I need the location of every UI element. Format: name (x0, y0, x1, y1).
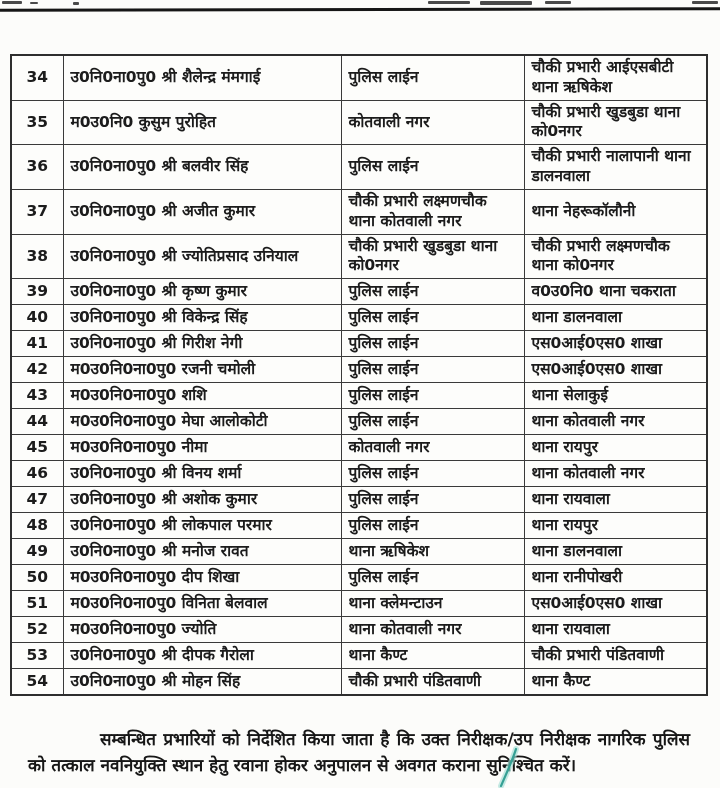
present-posting-cell: चौकी प्रभारी पंडितवाणी (341, 669, 524, 695)
present-posting-cell: पुलिस लाईन (341, 357, 524, 383)
table-row (11, 461, 707, 487)
serial-number-cell: 50 (11, 565, 63, 591)
serial-number-cell: 48 (11, 513, 63, 539)
transfer-table (10, 54, 708, 696)
new-posting-cell: थाना सेलाकुई (524, 383, 707, 409)
table-row (11, 234, 707, 279)
serial-number-cell: 37 (11, 189, 63, 234)
new-posting-cell: थाना रायपुर (524, 435, 707, 461)
present-posting-cell: पुलिस लाईन (341, 305, 524, 331)
serial-number-cell: 40 (11, 305, 63, 331)
scan-artifact (480, 1, 532, 5)
scan-artifact (692, 1, 718, 4)
present-posting-cell: चौकी प्रभारी खुडबुडा थाना को0नगर (341, 234, 524, 279)
table-row (11, 617, 707, 643)
present-posting-cell: पुलिस लाईन (341, 409, 524, 435)
present-posting-cell: पुलिस लाईन (341, 513, 524, 539)
rank-name-cell: म0उ0नि0ना0पु0 शशि (63, 383, 341, 409)
table-row (11, 669, 707, 695)
new-posting-cell: चौकी प्रभारी लक्ष्मणचौक थाना को0नगर (524, 234, 707, 279)
new-posting-cell: थाना रायपुर (524, 513, 707, 539)
serial-number-cell: 38 (11, 234, 63, 279)
scan-artifact (428, 1, 470, 4)
new-posting-cell: थाना रानीपोखरी (524, 565, 707, 591)
rank-name-cell: उ0नि0ना0पु0 श्री ज्योतिप्रसाद उनियाल (63, 234, 341, 279)
present-posting-cell: पुलिस लाईन (341, 55, 524, 100)
present-posting-cell: पुलिस लाईन (341, 331, 524, 357)
table-row (11, 55, 707, 100)
present-posting-cell: कोतवाली नगर (341, 435, 524, 461)
new-posting-cell: थाना कोतवाली नगर (524, 461, 707, 487)
present-posting-cell: पुलिस लाईन (341, 565, 524, 591)
serial-number-cell: 54 (11, 669, 63, 695)
rank-name-cell: म0उ0नि0 कुसुम पुरोहित (63, 100, 341, 145)
serial-number-cell: 44 (11, 409, 63, 435)
new-posting-cell: एस0आई0एस0 शाखा (524, 331, 707, 357)
serial-number-cell: 35 (11, 100, 63, 145)
serial-number-cell: 51 (11, 591, 63, 617)
rank-name-cell: म0उ0नि0ना0पु0 विनिता बेलवाल (63, 591, 341, 617)
serial-number-cell: 41 (11, 331, 63, 357)
rank-name-cell: उ0नि0ना0पु0 श्री शैलेन्द्र मंमगाई (63, 55, 341, 100)
serial-number-cell: 42 (11, 357, 63, 383)
rank-name-cell: म0उ0नि0ना0पु0 दीप शिखा (63, 565, 341, 591)
table-row (11, 435, 707, 461)
table-row (11, 305, 707, 331)
present-posting-cell: कोतवाली नगर (341, 100, 524, 145)
rank-name-cell: म0उ0नि0ना0पु0 ज्योति (63, 617, 341, 643)
table-row (11, 487, 707, 513)
scan-artifact (30, 2, 38, 4)
serial-number-cell: 49 (11, 539, 63, 565)
table-row (11, 409, 707, 435)
table-row (11, 357, 707, 383)
table-row (11, 513, 707, 539)
serial-number-cell: 52 (11, 617, 63, 643)
present-posting-cell: पुलिस लाईन (341, 461, 524, 487)
transfer-table-body (11, 55, 707, 695)
serial-number-cell: 45 (11, 435, 63, 461)
rank-name-cell: उ0नि0ना0पु0 श्री अजीत कुमार (63, 189, 341, 234)
table-row (11, 189, 707, 234)
new-posting-cell: थाना कोतवाली नगर (524, 409, 707, 435)
table-row (11, 331, 707, 357)
new-posting-cell: थाना रायवाला (524, 487, 707, 513)
rank-name-cell: म0उ0नि0ना0पु0 नीमा (63, 435, 341, 461)
table-row (11, 100, 707, 145)
serial-number-cell: 53 (11, 643, 63, 669)
present-posting-cell: पुलिस लाईन (341, 487, 524, 513)
serial-number-cell: 47 (11, 487, 63, 513)
present-posting-cell: पुलिस लाईन (341, 279, 524, 305)
new-posting-cell: चौकी प्रभारी खुडबुडा थाना को0नगर (524, 100, 707, 145)
serial-number-cell: 43 (11, 383, 63, 409)
rank-name-cell: उ0नि0ना0पु0 श्री लोकपाल परमार (63, 513, 341, 539)
new-posting-cell: चौकी प्रभारी पंडितवाणी (524, 643, 707, 669)
present-posting-cell: पुलिस लाईन (341, 383, 524, 409)
present-posting-cell: पुलिस लाईन (341, 145, 524, 190)
rank-name-cell: उ0नि0ना0पु0 श्री विनय शर्मा (63, 461, 341, 487)
new-posting-cell: थाना डालनवाला (524, 539, 707, 565)
rank-name-cell: उ0नि0ना0पु0 श्री मनोज रावत (63, 539, 341, 565)
present-posting-cell: चौकी प्रभारी लक्ष्मणचौक थाना कोतवाली नगर (341, 189, 524, 234)
scan-artifact (2, 1, 22, 4)
serial-number-cell: 36 (11, 145, 63, 190)
rank-name-cell: उ0नि0ना0पु0 श्री मोहन सिंह (63, 669, 341, 695)
table-row (11, 565, 707, 591)
table-row (11, 643, 707, 669)
table-row (11, 145, 707, 190)
rank-name-cell: उ0नि0ना0पु0 श्री विकेन्द्र सिंह (63, 305, 341, 331)
rank-name-cell: उ0नि0ना0पु0 श्री अशोक कुमार (63, 487, 341, 513)
table-row (11, 383, 707, 409)
rank-name-cell: उ0नि0ना0पु0 श्री दीपक गैरोला (63, 643, 341, 669)
new-posting-cell: एस0आई0एस0 शाखा (524, 357, 707, 383)
present-posting-cell: थाना कोतवाली नगर (341, 617, 524, 643)
present-posting-cell: थाना कैण्ट (341, 643, 524, 669)
serial-number-cell: 34 (11, 55, 63, 100)
new-posting-cell: थाना रायवाला (524, 617, 707, 643)
scan-edge-line (0, 7, 720, 12)
table-row (11, 279, 707, 305)
new-posting-cell: चौकी प्रभारी नालापानी थाना डालनवाला (524, 145, 707, 190)
new-posting-cell: थाना कैण्ट (524, 669, 707, 695)
present-posting-cell: थाना ऋषिकेश (341, 539, 524, 565)
new-posting-cell: एस0आई0एस0 शाखा (524, 591, 707, 617)
table-row (11, 539, 707, 565)
scan-artifact (73, 2, 79, 5)
rank-name-cell: म0उ0नि0ना0पु0 रजनी चमोली (63, 357, 341, 383)
present-posting-cell: थाना क्लेमन्टाउन (341, 591, 524, 617)
rank-name-cell: म0उ0नि0ना0पु0 मेघा आलोकोटी (63, 409, 341, 435)
table-row (11, 591, 707, 617)
serial-number-cell: 46 (11, 461, 63, 487)
rank-name-cell: उ0नि0ना0पु0 श्री गिरीश नेगी (63, 331, 341, 357)
serial-number-cell: 39 (11, 279, 63, 305)
new-posting-cell: थाना डालनवाला (524, 305, 707, 331)
new-posting-cell: व0उ0नि0 थाना चकराता (524, 279, 707, 305)
closing-paragraph: सम्बन्धित प्रभारियों को निर्देशित किया जाता है कि उक्त निरीक्षक/उप निरीक्षक नागरिक पुलिस को तत्काल नवनियुक्ति स्थान हेतु रवाना होकर अनुपालन से अवगत कराना सुनिश्चित करें। (28, 730, 690, 776)
scan-artifact (545, 1, 571, 4)
new-posting-cell: चौकी प्रभारी आईएसबीटी थाना ऋषिकेश (524, 55, 707, 100)
new-posting-cell: थाना नेहरूकॉलौनी (524, 189, 707, 234)
rank-name-cell: उ0नि0ना0पु0 श्री बलवीर सिंह (63, 145, 341, 190)
rank-name-cell: उ0नि0ना0पु0 श्री कृष्ण कुमार (63, 279, 341, 305)
